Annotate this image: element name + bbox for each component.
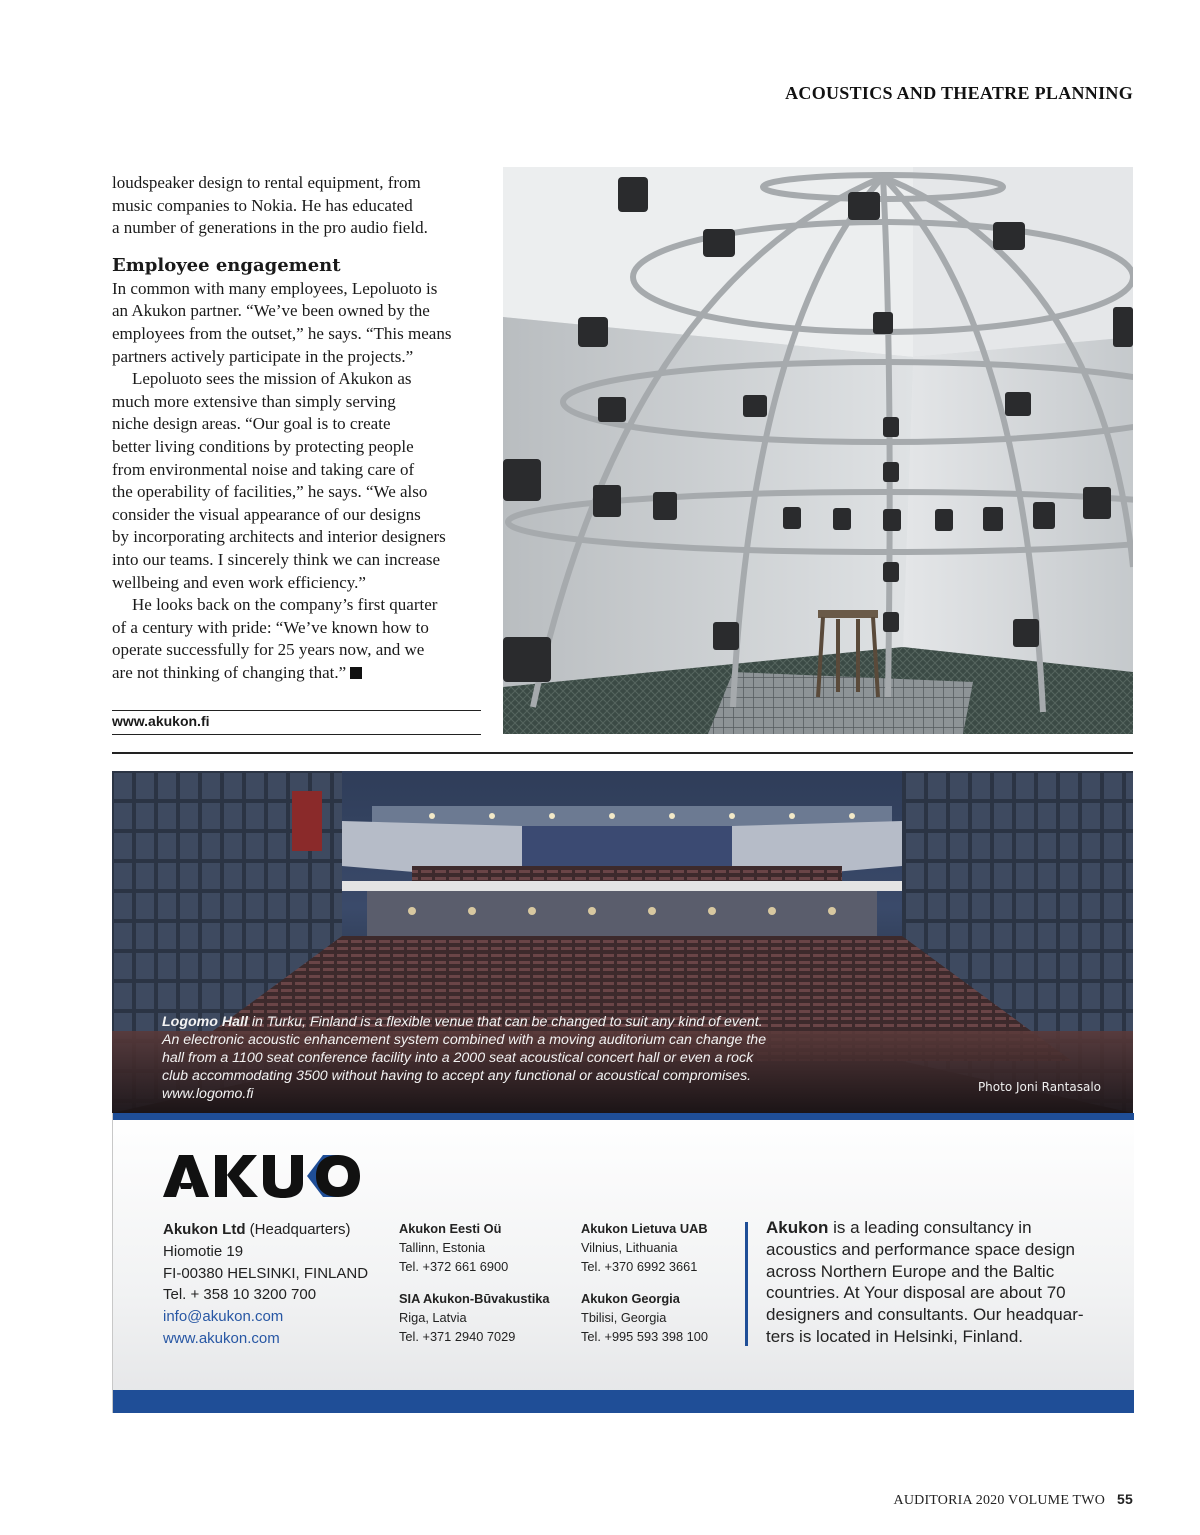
akukon-logo-icon [163, 1153, 373, 1199]
office-phone: Tel. +995 593 398 100 [581, 1329, 709, 1344]
office-estonia [399, 1219, 508, 1276]
about-brand: Akukon [766, 1218, 829, 1237]
office-phone: Tel. +372 661 6900 [399, 1259, 509, 1274]
hq-company-name: Akukon Ltd [163, 1221, 246, 1238]
divider [112, 752, 1133, 754]
article-paragraph-text: He looks back on the company’s first quarter of a century with pride: “We’ve known how to operate successfully for 25 years now, and we are not thinking of changing that.” [112, 595, 438, 682]
article-paragraph [112, 594, 484, 684]
blue-divider [745, 1222, 748, 1346]
office-name: Akukon Eesti Oü [399, 1221, 502, 1236]
about-text: is a leading consultancy in acoustics and performance space design across Northern Europe and the Baltic countries. At Your disposal are about 70 designers and consultants. Our headquar-ters is located in Helsinki, Finland. [766, 1218, 1084, 1346]
office-phone: Tel. +370 6992 3661 [581, 1259, 698, 1274]
hq-city: FI-00380 HELSINKI, FINLAND [163, 1264, 369, 1282]
article-url-link[interactable]: www.akukon.fi [112, 713, 210, 729]
logomo-hall-photo [112, 771, 1133, 1113]
article-subheading: Employee engagement [112, 254, 341, 276]
akukon-advertisement [112, 1113, 1134, 1413]
page-footer [894, 1491, 1133, 1509]
office-city: Tallinn, Estonia [399, 1240, 486, 1255]
hall-caption-title: Logomo Hall [162, 1014, 248, 1030]
akukon-description [766, 1217, 1106, 1348]
office-city: Tbilisi, Georgia [581, 1310, 667, 1325]
divider [112, 710, 481, 711]
akukon-logo [163, 1153, 373, 1204]
office-name: SIA Akukon-Būvakustika [399, 1291, 550, 1306]
article-column [112, 172, 484, 684]
loudspeaker-array-illustration [503, 167, 1133, 734]
publication-name: AUDITORIA 2020 VOLUME TWO [893, 1493, 1106, 1508]
office-lithuania [581, 1219, 708, 1276]
office-city: Riga, Latvia [399, 1310, 467, 1325]
hq-phone: Tel. + 358 10 3200 700 [163, 1286, 317, 1304]
ad-top-bar [113, 1113, 1134, 1120]
hall-caption [162, 1013, 842, 1103]
ad-bottom-bar [113, 1390, 1134, 1413]
page-number: 55 [1117, 1491, 1133, 1507]
office-name: Akukon Georgia [581, 1291, 680, 1306]
hq-website-link[interactable]: www.akukon.com [163, 1329, 280, 1347]
photo-credit: Photo Joni Rantasalo [977, 1080, 1101, 1094]
section-header: ACOUSTICS AND THEATRE PLANNING [785, 83, 1133, 103]
article-paragraph: Lepoluoto sees the mission of Akukon as much more extensive than simply serving niche design areas. “Our goal is to create better living conditions by protecting people from environmental noise and taking care of the operability of facilities,” he says. “We also consider the visual appearance of our designs by incorporating architects and interior designers into our teams. I sincerely think we can increase wellbeing and even work efficiency.” [112, 369, 446, 592]
office-georgia [581, 1289, 708, 1346]
hall-caption-text: in Turku, Finland is a flexible venue that can be changed to suit any kind of event. An electronic acoustic enhancement system combined with a moving auditorium can change the hall from a 1100 seat conference facility into a 2000 seat acoustical concert hall or even a rock club accommodating 3500 without having to accept any functional or acoustical compromises. www.logomo.fi [162, 1014, 767, 1102]
divider [112, 734, 481, 735]
hq-company-suffix: (Headquarters) [245, 1221, 351, 1238]
hq-email-link[interactable]: info@akukon.com [163, 1308, 284, 1326]
end-mark-icon [350, 667, 362, 679]
office-name: Akukon Lietuva UAB [581, 1221, 708, 1236]
headquarters-address [163, 1219, 368, 1350]
office-city: Vilnius, Lithuania [581, 1240, 678, 1255]
office-latvia [399, 1289, 550, 1346]
office-phone: Tel. +371 2940 7029 [399, 1329, 516, 1344]
article-paragraph: loudspeaker design to rental equipment, from music companies to Nokia. He has educated a number of generations in the pro audio field. [112, 173, 428, 238]
hq-street: Hiomotie 19 [163, 1242, 244, 1260]
loudspeaker-array-photo [503, 167, 1133, 734]
article-paragraph: In common with many employees, Lepoluoto is an Akukon partner. “We’ve been owned by the employees from the outset,” he says. “This means partners actively participate in the projects.” [112, 278, 452, 366]
